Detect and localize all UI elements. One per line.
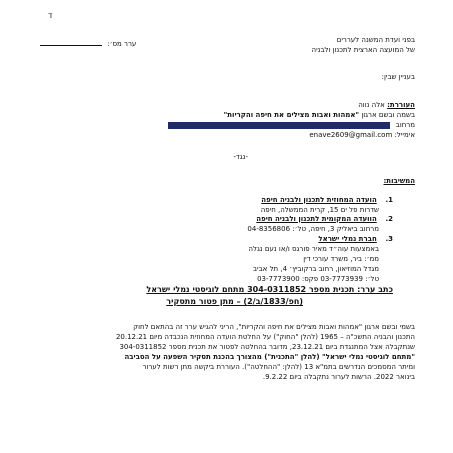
appellant-email: enave2609@gmail.com (309, 131, 393, 139)
respondent-2-address: מרחוב ביאליק 3, חיפה, טל׳: 04-8356806 (247, 225, 379, 233)
body-line-3: שנתקבלה אצל המתנגדת ביום 23.12.21, מדובר בהחלטה לפטור את תכנית מספר 304-0311852 (119, 343, 415, 351)
versus-label: -נגד- (233, 153, 248, 161)
respondent-3-name: חברת נמלי ישראל (318, 235, 377, 243)
case-title: בעניין שבין: (381, 73, 415, 81)
respondent-3-line-2: ממ׳: ביר, משרד עורכי דין (303, 255, 379, 263)
redaction-bar (168, 122, 390, 129)
body-line-5: ומיתר המסמכים הנדרשים בתמ"א 13 (להלן: "ההחלטה"). העוררת ביקשה מתן רשות לערור (142, 363, 415, 371)
body-line-6: בינואר 2022. הרשות לערור נתקבלה ביום 9.2.22. (262, 373, 415, 381)
appeal-number-blank (40, 38, 102, 46)
respondent-1-name-line (261, 196, 393, 205)
respondent-2-name: הוועדה המקומית לתכנון ולבניה חיפה (256, 215, 377, 223)
appellant-org-name: "אמהות ואבות מצילים את חיפה והקריות" (223, 111, 360, 119)
appellant-email-label: אימייל: (394, 131, 415, 139)
respondent-1-name: הועדה המחוזית לתכנון ולבניה חיפה (261, 196, 377, 204)
appellant-name: אלה נווה (358, 101, 385, 109)
body-line-4: "מתחם לוגיסטי נמלי ישראל" (להלן "התכנית") מהצורך בהכנת תסקיר השפעה על הסביבה (124, 353, 415, 361)
appellant-address-line (168, 121, 415, 130)
appellant-email-line (309, 131, 415, 140)
respondent-1-number: 1. (385, 196, 393, 204)
page-number: ד (48, 11, 53, 20)
respondents-label: המשיבות: (383, 177, 415, 185)
respondent-2-number: 2. (385, 215, 393, 223)
respondent-3-line-4: טל׳: 03-7773939 פקס: 03-7773900 (257, 275, 379, 283)
appeal-title-line-2: (חפ/1833/ב/2) – מתן פטור מתסקיר (166, 297, 303, 306)
respondent-3-number: 3. (385, 235, 393, 243)
appellant-label: העוררת: (387, 101, 415, 109)
header-line-1: בפני ועדת המשנה לעררים (336, 36, 415, 44)
respondent-1-address: שדרות פל ים 15, קרית הממשלה, חיפה (260, 206, 379, 214)
appeal-number-field (40, 38, 136, 48)
respondent-3-name-line (318, 235, 393, 244)
appellant-org-prefix: בשמה ובשם ארגון (361, 111, 415, 119)
body-line-2: התכנון והבניה התשכ"ה – 1965 (להלן "החוק") על החלטת הועדה המחוזית הנכבדה מיום 20.12.21 (115, 333, 415, 341)
header-line-2: של המועצה הארצית לתכנון ולבניה (311, 46, 415, 54)
respondent-2-name-line (256, 215, 393, 224)
appellant-org-line (224, 111, 415, 120)
respondent-3-line-3: מגדל המוזיאון, רחוב ברקוביץ׳ 4, תל אביב (253, 265, 379, 273)
appellant-line (358, 101, 415, 110)
respondent-3-line-1: באמצעות עוה״ד מאיר פורגס ו/או נעם נגלה (248, 245, 379, 253)
appellant-address-label: מרחוב (395, 121, 415, 129)
appeal-title-line-1: כתב ערר: תכנית מספר 304-0311852 מתחם לוגיסטי נמלי ישראל (146, 285, 393, 294)
body-line-1: בשמי ובשם ארגון "אמהות ואבות מצילים את חיפה והקריות", הריני להגיש ערר זה בהתאם לחוק (133, 323, 415, 331)
appeal-number-label: ערר מס׳: (107, 40, 137, 48)
